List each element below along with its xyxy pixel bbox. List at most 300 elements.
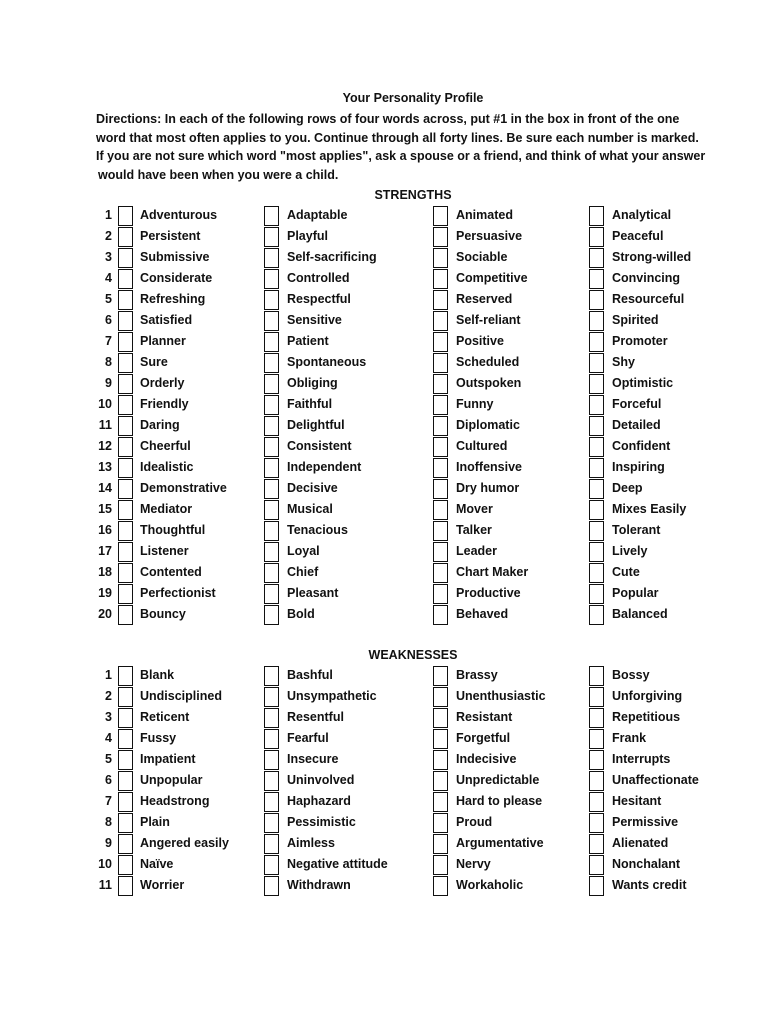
- row-number: 11: [98, 418, 112, 432]
- trait-word: Idealistic: [140, 460, 194, 474]
- answer-checkbox[interactable]: [589, 479, 604, 499]
- trait-word: Detailed: [612, 418, 661, 432]
- answer-checkbox[interactable]: [433, 290, 448, 310]
- answer-checkbox[interactable]: [118, 813, 133, 833]
- answer-checkbox[interactable]: [589, 708, 604, 728]
- trait-word: Cute: [612, 565, 640, 579]
- answer-checkbox[interactable]: [264, 876, 279, 896]
- trait-word: Insecure: [287, 752, 339, 766]
- answer-checkbox[interactable]: [589, 605, 604, 625]
- trait-word: Funny: [456, 397, 494, 411]
- answer-checkbox[interactable]: [589, 584, 604, 604]
- trait-word: Alienated: [612, 836, 669, 850]
- answer-checkbox[interactable]: [433, 332, 448, 352]
- answer-checkbox[interactable]: [118, 248, 133, 268]
- trait-word: Playful: [287, 229, 328, 243]
- answer-checkbox[interactable]: [433, 458, 448, 478]
- trait-word: Proud: [456, 815, 493, 829]
- trait-word: Inoffensive: [456, 460, 522, 474]
- answer-checkbox[interactable]: [589, 227, 604, 247]
- profile-row: [0, 791, 768, 812]
- trait-word: Hard to please: [456, 794, 543, 808]
- profile-row: [0, 812, 768, 833]
- answer-checkbox[interactable]: [264, 248, 279, 268]
- answer-checkbox[interactable]: [118, 206, 133, 226]
- answer-checkbox[interactable]: [118, 687, 133, 707]
- trait-word: Animated: [456, 208, 513, 222]
- answer-checkbox[interactable]: [433, 584, 448, 604]
- profile-row: [0, 583, 768, 604]
- profile-row: [0, 833, 768, 854]
- trait-word: Demonstrative: [140, 481, 227, 495]
- profile-row: [0, 436, 768, 457]
- answer-checkbox[interactable]: [433, 876, 448, 896]
- trait-word: Loyal: [287, 544, 320, 558]
- answer-checkbox[interactable]: [433, 206, 448, 226]
- trait-word: Blank: [140, 668, 175, 682]
- trait-word: Perfectionist: [140, 586, 216, 600]
- trait-word: Tenacious: [287, 523, 348, 537]
- answer-checkbox[interactable]: [433, 563, 448, 583]
- trait-word: Aimless: [287, 836, 335, 850]
- answer-checkbox[interactable]: [433, 542, 448, 562]
- answer-checkbox[interactable]: [589, 813, 604, 833]
- trait-word: Reserved: [456, 292, 513, 306]
- answer-checkbox[interactable]: [589, 687, 604, 707]
- row-number: 2: [105, 229, 112, 243]
- trait-word: Uninvolved: [287, 773, 355, 787]
- answer-checkbox[interactable]: [589, 771, 604, 791]
- trait-word: Positive: [456, 334, 504, 348]
- answer-checkbox[interactable]: [118, 584, 133, 604]
- trait-word: Permissive: [612, 815, 679, 829]
- row-number: 1: [105, 668, 112, 682]
- trait-word: Friendly: [140, 397, 189, 411]
- trait-word: Bouncy: [140, 607, 186, 621]
- answer-checkbox[interactable]: [589, 834, 604, 854]
- trait-word: Naïve: [140, 857, 174, 871]
- trait-word: Bossy: [612, 668, 650, 682]
- trait-word: Mover: [456, 502, 493, 516]
- trait-word: Nervy: [456, 857, 491, 871]
- answer-checkbox[interactable]: [264, 729, 279, 749]
- trait-word: Shy: [612, 355, 635, 369]
- directions-line: If you are not sure which word "most applies", ask a spouse or a friend, and think of what your answer: [96, 149, 706, 164]
- trait-word: Angered easily: [140, 836, 229, 850]
- answer-checkbox[interactable]: [433, 395, 448, 415]
- profile-row: [0, 520, 768, 541]
- answer-checkbox[interactable]: [118, 750, 133, 770]
- answer-checkbox[interactable]: [433, 479, 448, 499]
- profile-row: [0, 686, 768, 707]
- profile-row: [0, 499, 768, 520]
- answer-checkbox[interactable]: [589, 353, 604, 373]
- trait-word: Optimistic: [612, 376, 674, 390]
- row-number: 10: [98, 857, 112, 871]
- trait-word: Analytical: [612, 208, 672, 222]
- profile-row: [0, 457, 768, 478]
- trait-word: Fussy: [140, 731, 177, 745]
- row-number: 18: [98, 565, 112, 579]
- profile-row: [0, 352, 768, 373]
- trait-word: Bold: [287, 607, 315, 621]
- answer-checkbox[interactable]: [264, 227, 279, 247]
- trait-word: Indecisive: [456, 752, 517, 766]
- trait-word: Cultured: [456, 439, 508, 453]
- answer-checkbox[interactable]: [118, 605, 133, 625]
- trait-word: Faithful: [287, 397, 333, 411]
- trait-word: Dry humor: [456, 481, 520, 495]
- answer-checkbox[interactable]: [118, 876, 133, 896]
- answer-checkbox[interactable]: [118, 729, 133, 749]
- profile-row: [0, 541, 768, 562]
- answer-checkbox[interactable]: [264, 584, 279, 604]
- row-number: 5: [105, 752, 112, 766]
- answer-checkbox[interactable]: [118, 708, 133, 728]
- answer-checkbox[interactable]: [589, 563, 604, 583]
- answer-checkbox[interactable]: [433, 666, 448, 686]
- answer-checkbox[interactable]: [433, 227, 448, 247]
- answer-checkbox[interactable]: [589, 666, 604, 686]
- answer-checkbox[interactable]: [118, 227, 133, 247]
- answer-checkbox[interactable]: [264, 479, 279, 499]
- row-number: 6: [105, 773, 112, 787]
- answer-checkbox[interactable]: [589, 290, 604, 310]
- answer-checkbox[interactable]: [433, 437, 448, 457]
- trait-word: Worrier: [140, 878, 185, 892]
- row-number: 1: [105, 208, 112, 222]
- answer-checkbox[interactable]: [118, 416, 133, 436]
- profile-row: [0, 875, 768, 896]
- trait-word: Wants credit: [612, 878, 687, 892]
- answer-checkbox[interactable]: [589, 374, 604, 394]
- answer-checkbox[interactable]: [264, 855, 279, 875]
- directions-line: word that most often applies to you. Continue through all forty lines. Be sure each number is marked.: [96, 130, 699, 145]
- answer-checkbox[interactable]: [589, 248, 604, 268]
- trait-word: Adventurous: [140, 208, 218, 222]
- profile-row: [0, 854, 768, 875]
- trait-word: Promoter: [612, 334, 668, 348]
- answer-checkbox[interactable]: [264, 395, 279, 415]
- row-number: 9: [105, 376, 112, 390]
- trait-word: Adaptable: [287, 208, 348, 222]
- answer-checkbox[interactable]: [589, 542, 604, 562]
- answer-checkbox[interactable]: [118, 834, 133, 854]
- directions-text: [96, 110, 736, 185]
- answer-checkbox[interactable]: [433, 813, 448, 833]
- trait-word: Unpopular: [140, 773, 203, 787]
- row-number: 4: [105, 731, 112, 745]
- trait-word: Resentful: [287, 710, 344, 724]
- answer-checkbox[interactable]: [589, 876, 604, 896]
- trait-word: Listener: [140, 544, 189, 558]
- answer-checkbox[interactable]: [118, 521, 133, 541]
- answer-checkbox[interactable]: [264, 687, 279, 707]
- answer-checkbox[interactable]: [264, 792, 279, 812]
- answer-checkbox[interactable]: [264, 771, 279, 791]
- trait-word: Haphazard: [287, 794, 351, 808]
- answer-checkbox[interactable]: [589, 395, 604, 415]
- answer-checkbox[interactable]: [433, 708, 448, 728]
- answer-checkbox[interactable]: [264, 542, 279, 562]
- trait-word: Scheduled: [456, 355, 520, 369]
- trait-word: Argumentative: [456, 836, 544, 850]
- trait-word: Hesitant: [612, 794, 662, 808]
- answer-checkbox[interactable]: [433, 729, 448, 749]
- row-number: 12: [98, 439, 112, 453]
- answer-checkbox[interactable]: [264, 500, 279, 520]
- profile-row: [0, 247, 768, 268]
- trait-word: Respectful: [287, 292, 351, 306]
- profile-row: [0, 749, 768, 770]
- answer-checkbox[interactable]: [264, 311, 279, 331]
- profile-row: [0, 373, 768, 394]
- strengths-heading: STRENGTHS: [374, 188, 452, 202]
- row-number: 20: [98, 607, 112, 621]
- trait-word: Self-sacrificing: [287, 250, 377, 264]
- answer-checkbox[interactable]: [118, 395, 133, 415]
- answer-checkbox[interactable]: [118, 542, 133, 562]
- answer-checkbox[interactable]: [264, 332, 279, 352]
- trait-word: Diplomatic: [456, 418, 520, 432]
- trait-word: Outspoken: [456, 376, 522, 390]
- trait-word: Inspiring: [612, 460, 665, 474]
- trait-word: Spontaneous: [287, 355, 367, 369]
- trait-word: Repetitious: [612, 710, 681, 724]
- trait-word: Chart Maker: [456, 565, 529, 579]
- profile-row: [0, 331, 768, 352]
- row-number: 16: [98, 523, 112, 537]
- answer-checkbox[interactable]: [264, 666, 279, 686]
- trait-word: Unforgiving: [612, 689, 683, 703]
- profile-row: [0, 604, 768, 625]
- profile-row: [0, 289, 768, 310]
- answer-checkbox[interactable]: [264, 521, 279, 541]
- strengths-list: [0, 205, 768, 625]
- answer-checkbox[interactable]: [433, 311, 448, 331]
- trait-word: Mixes Easily: [612, 502, 687, 516]
- answer-checkbox[interactable]: [433, 353, 448, 373]
- row-number: 4: [105, 271, 112, 285]
- trait-word: Balanced: [612, 607, 668, 621]
- row-number: 3: [105, 710, 112, 724]
- answer-checkbox[interactable]: [264, 458, 279, 478]
- trait-word: Unpredictable: [456, 773, 540, 787]
- trait-word: Withdrawn: [287, 878, 351, 892]
- row-number: 2: [105, 689, 112, 703]
- trait-word: Unenthusiastic: [456, 689, 546, 703]
- answer-checkbox[interactable]: [433, 500, 448, 520]
- answer-checkbox[interactable]: [264, 353, 279, 373]
- trait-word: Tolerant: [612, 523, 661, 537]
- answer-checkbox[interactable]: [118, 500, 133, 520]
- trait-word: Mediator: [140, 502, 193, 516]
- trait-word: Satisfied: [140, 313, 193, 327]
- answer-checkbox[interactable]: [264, 605, 279, 625]
- trait-word: Independent: [287, 460, 362, 474]
- answer-checkbox[interactable]: [118, 771, 133, 791]
- answer-checkbox[interactable]: [118, 332, 133, 352]
- trait-word: Controlled: [287, 271, 350, 285]
- answer-checkbox[interactable]: [118, 458, 133, 478]
- trait-word: Contented: [140, 565, 202, 579]
- answer-checkbox[interactable]: [589, 729, 604, 749]
- profile-row: [0, 770, 768, 791]
- trait-word: Cheerful: [140, 439, 191, 453]
- page-title: Your Personality Profile: [342, 91, 484, 105]
- profile-row: [0, 665, 768, 686]
- answer-checkbox[interactable]: [264, 374, 279, 394]
- answer-checkbox[interactable]: [589, 269, 604, 289]
- profile-row: [0, 310, 768, 331]
- answer-checkbox[interactable]: [433, 374, 448, 394]
- trait-word: Sure: [140, 355, 168, 369]
- trait-word: Plain: [140, 815, 170, 829]
- trait-word: Talker: [456, 523, 492, 537]
- trait-word: Considerate: [140, 271, 213, 285]
- trait-word: Spirited: [612, 313, 659, 327]
- answer-checkbox[interactable]: [264, 708, 279, 728]
- row-number: 7: [105, 334, 112, 348]
- profile-row: [0, 707, 768, 728]
- trait-word: Planner: [140, 334, 186, 348]
- answer-checkbox[interactable]: [264, 813, 279, 833]
- trait-word: Sensitive: [287, 313, 342, 327]
- answer-checkbox[interactable]: [264, 750, 279, 770]
- trait-word: Chief: [287, 565, 319, 579]
- directions-line: would have been when you were a child.: [98, 168, 339, 183]
- trait-word: Competitive: [456, 271, 528, 285]
- row-number: 17: [98, 544, 112, 558]
- row-number: 10: [98, 397, 112, 411]
- answer-checkbox[interactable]: [589, 206, 604, 226]
- trait-word: Convincing: [612, 271, 681, 285]
- profile-row: [0, 226, 768, 247]
- answer-checkbox[interactable]: [433, 855, 448, 875]
- answer-checkbox[interactable]: [433, 248, 448, 268]
- trait-word: Submissive: [140, 250, 210, 264]
- answer-checkbox[interactable]: [264, 416, 279, 436]
- answer-checkbox[interactable]: [433, 792, 448, 812]
- answer-checkbox[interactable]: [264, 834, 279, 854]
- trait-word: Resourceful: [612, 292, 685, 306]
- trait-word: Self-reliant: [456, 313, 521, 327]
- trait-word: Fearful: [287, 731, 329, 745]
- answer-checkbox[interactable]: [433, 687, 448, 707]
- trait-word: Negative attitude: [287, 857, 388, 871]
- answer-checkbox[interactable]: [118, 666, 133, 686]
- answer-checkbox[interactable]: [118, 792, 133, 812]
- trait-word: Confident: [612, 439, 671, 453]
- row-number: 6: [105, 313, 112, 327]
- trait-word: Persuasive: [456, 229, 523, 243]
- row-number: 13: [98, 460, 112, 474]
- answer-checkbox[interactable]: [118, 290, 133, 310]
- trait-word: Peaceful: [612, 229, 664, 243]
- answer-checkbox[interactable]: [118, 269, 133, 289]
- answer-checkbox[interactable]: [589, 750, 604, 770]
- profile-row: [0, 394, 768, 415]
- answer-checkbox[interactable]: [264, 563, 279, 583]
- answer-checkbox[interactable]: [589, 500, 604, 520]
- answer-checkbox[interactable]: [433, 771, 448, 791]
- row-number: 19: [98, 586, 112, 600]
- answer-checkbox[interactable]: [433, 605, 448, 625]
- trait-word: Resistant: [456, 710, 513, 724]
- trait-word: Refreshing: [140, 292, 206, 306]
- trait-word: Leader: [456, 544, 497, 558]
- trait-word: Workaholic: [456, 878, 524, 892]
- trait-word: Consistent: [287, 439, 352, 453]
- weaknesses-list: [0, 665, 768, 896]
- answer-checkbox[interactable]: [118, 374, 133, 394]
- trait-word: Decisive: [287, 481, 338, 495]
- row-number: 15: [98, 502, 112, 516]
- answer-checkbox[interactable]: [589, 792, 604, 812]
- trait-word: Pessimistic: [287, 815, 356, 829]
- trait-word: Impatient: [140, 752, 196, 766]
- answer-checkbox[interactable]: [433, 416, 448, 436]
- row-number: 7: [105, 794, 112, 808]
- trait-word: Persistent: [140, 229, 201, 243]
- answer-checkbox[interactable]: [589, 437, 604, 457]
- row-number: 8: [105, 815, 112, 829]
- trait-word: Deep: [612, 481, 643, 495]
- answer-checkbox[interactable]: [433, 834, 448, 854]
- trait-word: Lively: [612, 544, 648, 558]
- row-number: 9: [105, 836, 112, 850]
- answer-checkbox[interactable]: [118, 311, 133, 331]
- answer-checkbox[interactable]: [118, 563, 133, 583]
- profile-row: [0, 478, 768, 499]
- answer-checkbox[interactable]: [589, 332, 604, 352]
- trait-word: Frank: [612, 731, 647, 745]
- trait-word: Pleasant: [287, 586, 339, 600]
- trait-word: Orderly: [140, 376, 185, 390]
- answer-checkbox[interactable]: [589, 458, 604, 478]
- answer-checkbox[interactable]: [433, 521, 448, 541]
- answer-checkbox[interactable]: [589, 521, 604, 541]
- trait-word: Reticent: [140, 710, 190, 724]
- trait-word: Patient: [287, 334, 329, 348]
- answer-checkbox[interactable]: [264, 269, 279, 289]
- answer-checkbox[interactable]: [118, 479, 133, 499]
- directions-line: Directions: In each of the following rows of four words across, put #1 in the box in front of the one: [96, 112, 680, 126]
- profile-row: [0, 415, 768, 436]
- answer-checkbox[interactable]: [118, 855, 133, 875]
- answer-checkbox[interactable]: [118, 437, 133, 457]
- trait-word: Interrupts: [612, 752, 671, 766]
- answer-checkbox[interactable]: [589, 416, 604, 436]
- trait-word: Daring: [140, 418, 180, 432]
- answer-checkbox[interactable]: [433, 269, 448, 289]
- profile-row: [0, 268, 768, 289]
- trait-word: Thoughtful: [140, 523, 206, 537]
- answer-checkbox[interactable]: [118, 353, 133, 373]
- profile-row: [0, 562, 768, 583]
- trait-word: Delightful: [287, 418, 345, 432]
- trait-word: Undisciplined: [140, 689, 222, 703]
- answer-checkbox[interactable]: [264, 206, 279, 226]
- answer-checkbox[interactable]: [589, 855, 604, 875]
- profile-row: [0, 728, 768, 749]
- answer-checkbox[interactable]: [589, 311, 604, 331]
- answer-checkbox[interactable]: [433, 750, 448, 770]
- answer-checkbox[interactable]: [264, 437, 279, 457]
- trait-word: Unsympathetic: [287, 689, 377, 703]
- row-number: 14: [98, 481, 112, 495]
- answer-checkbox[interactable]: [264, 290, 279, 310]
